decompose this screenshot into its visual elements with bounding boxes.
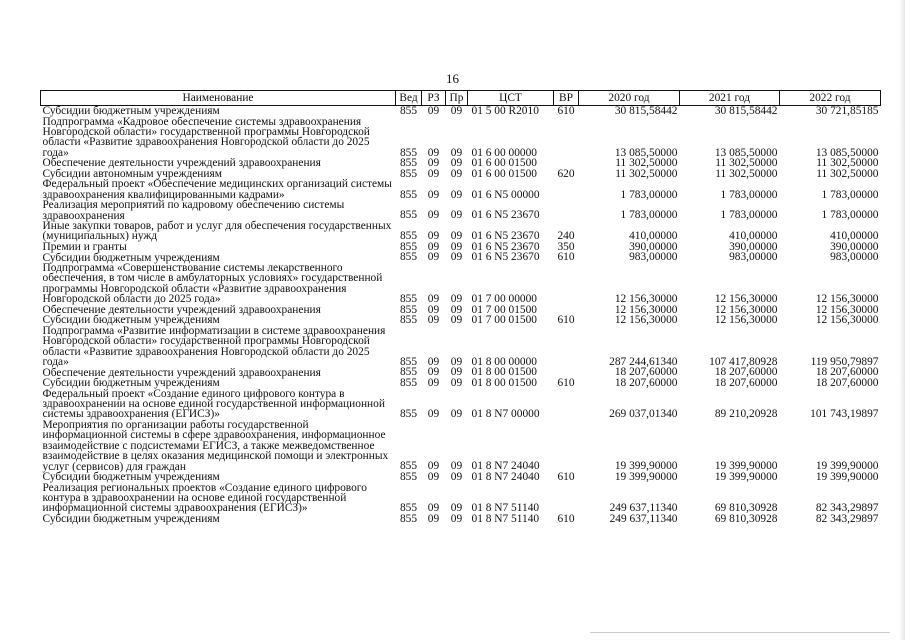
row-2020: 12 156,30000	[614, 314, 678, 327]
row-rz: 09	[427, 251, 440, 264]
row-2020: 18 207,60000	[614, 377, 678, 390]
row-pr: 09	[450, 230, 463, 243]
row-2022: 410,00000	[830, 230, 879, 243]
row-vr	[554, 263, 579, 305]
row-rz: 09	[427, 512, 440, 525]
table-body	[41, 106, 881, 525]
row-cst: 01 8 00 01500	[471, 377, 537, 390]
table-row	[41, 179, 881, 200]
row-2021: 18 207,60000	[714, 377, 778, 390]
row-rz: 09	[427, 209, 440, 222]
row-2021: 983,00000	[729, 251, 778, 264]
row-cst: 01 7 00 00000	[471, 293, 537, 306]
row-2021: 12 156,30000	[714, 314, 778, 327]
row-2022: 1 783,00000	[821, 209, 879, 222]
row-cst: 01 7 00 01500	[471, 314, 537, 327]
row-2022: 12 156,30000	[815, 293, 879, 306]
row-2022: 390,00000	[830, 240, 879, 253]
row-ved: 855	[399, 314, 418, 327]
row-2022: 30 721,85185	[815, 105, 879, 117]
row-ved: 855	[399, 146, 418, 159]
row-2022: 11 302,50000	[816, 167, 879, 180]
header-rz: РЗ	[422, 91, 446, 106]
row-pr: 09	[450, 167, 463, 180]
row-2021: 12 156,30000	[714, 303, 778, 316]
row-vr: 240	[557, 230, 575, 243]
row-vr	[554, 389, 579, 420]
row-pr: 09	[450, 408, 463, 421]
row-name: Реализация региональных проектов «Создание единого цифрового контура в здравоохранении на основе единой государственной информационной системы здравоохранения (ЕГИСЗ)»	[42, 481, 367, 515]
table-row	[41, 326, 881, 368]
row-cst: 01 6 N5 23670	[471, 230, 540, 243]
table-header-row	[41, 91, 881, 106]
row-ved: 855	[399, 366, 418, 379]
row-cst: 01 8 N7 24040	[471, 460, 540, 473]
table-row	[41, 472, 881, 483]
row-cst: 01 6 N5 23670	[471, 251, 540, 264]
row-cst: 01 8 00 01500	[471, 366, 537, 379]
row-2022: 983,00000	[830, 251, 879, 264]
row-name: Субсидии бюджетным учреждениям	[42, 105, 220, 118]
row-name: Федеральный проект «Создание единого цифрового контура в здравоохранении на основе единой государственной информационной системы здравоохранения (ЕГИСЗ)»	[42, 387, 385, 421]
row-name: Подпрограмма «Кадровое обеспечение системы здравоохранения Новгородской области» государственной программы Новгородской области «Развитие здравоохранения Новгородской области до 2025 года»	[42, 115, 370, 159]
row-2021: 107 417,80928	[709, 355, 778, 368]
row-ved: 855	[399, 355, 418, 368]
row-ved: 855	[399, 303, 418, 316]
row-2021: 11 302,50000	[715, 157, 778, 170]
budget-table	[40, 90, 881, 524]
row-2022: 19 399,90000	[815, 470, 879, 483]
row-2020: 390,00000	[629, 240, 678, 253]
row-2020: 13 085,50000	[614, 146, 678, 159]
header-ved: Вед	[396, 91, 422, 106]
row-2022: 101 743,19897	[810, 408, 879, 421]
row-name: Обеспечение деятельности учреждений здравоохранения	[42, 303, 321, 316]
header-cst: ЦСТ	[468, 91, 554, 106]
row-2020: 249 637,11340	[609, 512, 678, 525]
row-pr: 09	[450, 146, 463, 159]
row-2021: 1 783,00000	[720, 188, 778, 201]
row-2020: 18 207,60000	[614, 366, 678, 379]
row-rz: 09	[427, 230, 440, 243]
table-row	[41, 483, 881, 514]
row-name: Подпрограмма «Совершенствование системы лекарственного обеспечения, в том числе в амбулаторных условиях» государственной программы Новгородской области «Развитие здравоохранения Новгородской области до 2025 года»	[42, 262, 383, 306]
row-cst: 01 5 00 R2010	[471, 105, 539, 117]
row-2021: 390,00000	[729, 240, 778, 253]
row-pr: 09	[450, 377, 463, 390]
row-name: Обеспечение деятельности учреждений здравоохранения	[42, 157, 321, 170]
row-name: Субсидии бюджетным учреждениям	[42, 377, 220, 390]
row-ved: 855	[399, 377, 418, 390]
row-ved: 855	[399, 460, 418, 473]
row-ved: 855	[399, 188, 418, 201]
row-2020: 249 637,11340	[609, 502, 678, 515]
row-rz: 09	[427, 146, 440, 159]
row-rz: 09	[427, 105, 440, 117]
row-2020: 287 244,61340	[609, 355, 678, 368]
row-ved: 855	[399, 470, 418, 483]
row-2021: 69 810,30928	[714, 502, 778, 515]
row-2021: 12 156,30000	[714, 293, 778, 306]
row-2020: 12 156,30000	[614, 293, 678, 306]
table-row	[41, 420, 881, 472]
scan-bottom-mark	[590, 632, 890, 633]
row-vr	[554, 483, 579, 514]
table-row	[41, 221, 881, 242]
row-ved: 855	[399, 293, 418, 306]
row-cst: 01 6 00 00000	[471, 146, 537, 159]
row-vr	[554, 117, 579, 159]
row-2022: 82 343,29897	[815, 512, 879, 525]
row-pr: 09	[450, 105, 463, 117]
row-2022: 82 343,29897	[815, 502, 879, 515]
row-name: Обеспечение деятельности учреждений здравоохранения	[42, 366, 321, 379]
row-2022: 18 207,60000	[815, 377, 879, 390]
row-2021: 11 302,50000	[715, 167, 778, 180]
row-cst: 01 7 00 01500	[471, 303, 537, 316]
row-ved: 855	[399, 502, 418, 515]
row-name: Субсидии бюджетным учреждениям	[42, 314, 220, 327]
row-ved: 855	[399, 230, 418, 243]
row-cst: 01 6 N5 00000	[471, 188, 540, 201]
row-vr: 610	[557, 512, 575, 525]
header-2020: 2020 год	[579, 91, 680, 106]
row-2020: 1 783,00000	[620, 188, 678, 201]
scan-edge-shadow	[899, 0, 905, 640]
row-2020: 11 302,50000	[615, 167, 678, 180]
row-rz: 09	[427, 408, 440, 421]
row-2020: 1 783,00000	[620, 209, 678, 222]
row-2020: 12 156,30000	[614, 303, 678, 316]
row-name: Субсидии бюджетным учреждениям	[42, 512, 220, 525]
row-ved: 855	[399, 157, 418, 170]
row-pr: 09	[450, 293, 463, 306]
row-vr	[554, 326, 579, 368]
row-name: Реализация мероприятий по кадровому обеспечению системы здравоохранения	[42, 199, 345, 222]
header-2022: 2022 год	[780, 91, 881, 106]
row-vr: 620	[557, 167, 575, 180]
row-pr: 09	[450, 240, 463, 253]
table-row	[41, 117, 881, 159]
table-row	[41, 514, 881, 525]
row-rz: 09	[427, 157, 440, 170]
row-2021: 69 810,30928	[714, 512, 778, 525]
header-pr: Пр	[446, 91, 468, 106]
row-rz: 09	[427, 355, 440, 368]
row-2020: 269 037,01340	[609, 408, 678, 421]
row-rz: 09	[427, 167, 440, 180]
row-2021: 410,00000	[729, 230, 778, 243]
row-2021: 89 210,20928	[714, 408, 778, 421]
row-rz: 09	[427, 377, 440, 390]
row-vr: 610	[557, 251, 575, 264]
row-name: Подпрограмма «Развитие информатизации в системе здравоохранения Новгородской области» государственной программы Новгородской области «Развитие здравоохранения Новгородской области до 2025 года»	[42, 324, 386, 369]
row-2021: 18 207,60000	[714, 366, 778, 379]
row-cst: 01 8 N7 51140	[471, 502, 540, 515]
row-2021: 13 085,50000	[714, 146, 778, 159]
row-cst: 01 6 00 01500	[471, 157, 537, 170]
row-name: Премии и гранты	[42, 241, 127, 254]
row-pr: 09	[450, 251, 463, 264]
row-rz: 09	[427, 240, 440, 253]
header-name: Наименование	[41, 91, 396, 106]
row-cst: 01 8 N7 51140	[471, 512, 540, 525]
row-rz: 09	[427, 502, 440, 515]
row-name: Федеральный проект «Обеспечение медицинских организаций системы здравоохранения квалифицированными кадрами»	[42, 178, 392, 201]
row-cst: 01 8 00 00000	[471, 355, 537, 368]
row-pr: 09	[450, 188, 463, 201]
row-name: Субсидии автономным учреждениям	[42, 168, 222, 180]
row-vr: 610	[557, 377, 575, 390]
row-2020: 983,00000	[629, 251, 678, 264]
row-pr: 09	[450, 314, 463, 327]
row-2022: 18 207,60000	[815, 366, 879, 379]
row-vr	[554, 179, 579, 200]
row-2020: 30 815,58442	[614, 105, 678, 117]
row-pr: 09	[450, 157, 463, 170]
row-cst: 01 6 N5 23670	[471, 240, 540, 253]
row-pr: 09	[450, 460, 463, 473]
row-cst: 01 6 00 01500	[471, 167, 537, 180]
row-rz: 09	[427, 303, 440, 316]
row-2021: 19 399,90000	[714, 470, 778, 483]
row-name: Субсидии бюджетным учреждениям	[42, 251, 220, 264]
row-rz: 09	[427, 188, 440, 201]
row-cst: 01 8 N7 24040	[471, 470, 540, 483]
row-ved: 855	[399, 105, 418, 117]
table-row	[41, 106, 881, 117]
header-vr: ВР	[554, 91, 579, 106]
row-rz: 09	[427, 293, 440, 306]
row-name: Иные закупки товаров, работ и услуг для обеспечения государственных (муниципальных) нужд	[42, 220, 392, 243]
row-ved: 855	[399, 167, 418, 180]
row-rz: 09	[427, 314, 440, 327]
page-number: 16	[446, 71, 459, 86]
row-pr: 09	[450, 502, 463, 515]
row-vr: 610	[557, 314, 575, 327]
row-2022: 1 783,00000	[821, 188, 879, 201]
row-vr	[554, 420, 579, 472]
row-2020: 19 399,90000	[614, 470, 678, 483]
row-name: Мероприятия по организации работы государственной информационной системы в сфере здравоохранения, информационное взаимодействие с подсистемами ЕГИСЗ, а также межведомственное взаимодействие в целях оказания медицинской помощи и электронных услуг (сервисов) для граждан	[42, 418, 389, 473]
row-name: Субсидии бюджетным учреждениям	[42, 471, 220, 484]
header-2021: 2021 год	[680, 91, 780, 106]
table-row	[41, 200, 881, 221]
row-pr: 09	[450, 355, 463, 368]
row-2022: 19 399,90000	[815, 460, 879, 473]
row-pr: 09	[450, 366, 463, 379]
row-vr	[554, 200, 579, 221]
row-ved: 855	[399, 209, 418, 222]
row-pr: 09	[450, 209, 463, 222]
row-2020: 410,00000	[629, 230, 678, 243]
row-2022: 13 085,50000	[815, 146, 879, 159]
row-2022: 12 156,30000	[815, 314, 879, 327]
row-2022: 11 302,50000	[816, 157, 879, 170]
row-rz: 09	[427, 470, 440, 483]
row-ved: 855	[399, 408, 418, 421]
row-cst: 01 6 N5 23670	[471, 209, 540, 222]
row-pr: 09	[450, 303, 463, 316]
row-vr: 610	[557, 470, 575, 483]
row-2021: 19 399,90000	[714, 460, 778, 473]
row-2021: 1 783,00000	[720, 209, 778, 222]
row-cst: 01 8 N7 00000	[471, 408, 540, 421]
row-pr: 09	[450, 512, 463, 525]
row-rz: 09	[427, 460, 440, 473]
row-2022: 119 950,79897	[810, 355, 879, 368]
row-2022: 12 156,30000	[815, 303, 879, 316]
row-ved: 855	[399, 251, 418, 264]
row-2020: 19 399,90000	[614, 460, 678, 473]
row-vr: 350	[557, 240, 575, 253]
row-ved: 855	[399, 512, 418, 525]
table-row	[41, 263, 881, 305]
row-2020: 11 302,50000	[615, 157, 678, 170]
row-ved: 855	[399, 240, 418, 253]
row-rz: 09	[427, 366, 440, 379]
row-pr: 09	[450, 470, 463, 483]
row-2021: 30 815,58442	[714, 105, 778, 117]
row-vr: 610	[557, 105, 575, 117]
table-row	[41, 389, 881, 420]
